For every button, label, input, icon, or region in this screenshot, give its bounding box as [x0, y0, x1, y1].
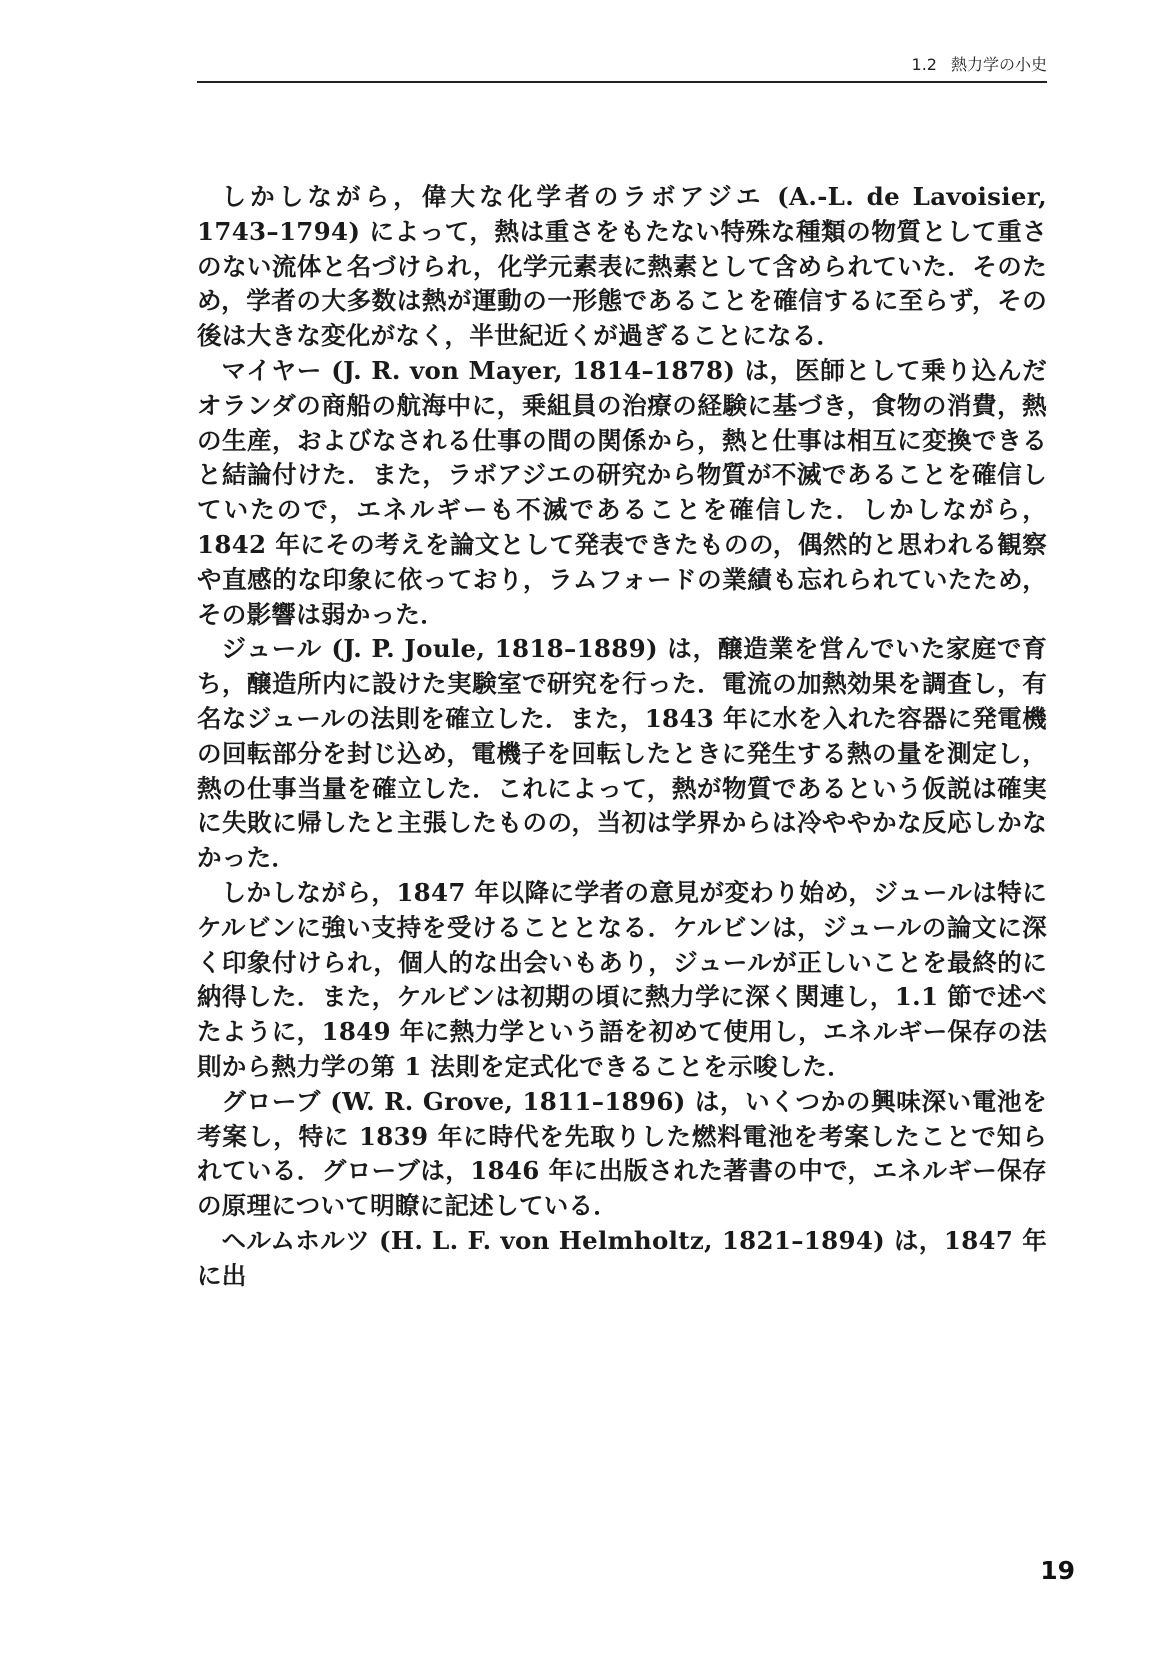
section-title: 熱力学の小史 [950, 55, 1047, 74]
running-header [197, 54, 1047, 83]
paragraph-lavoisier: しかしながら，偉大な化学者のラボアジエ (A.-L. de Lavoisier, 1743–1794) によって，熱は重さをもたない特殊な種類の物質として重さのない流体と名づけられ，化学元素表に熱素として含められていた．そのため，学者の大多数は熱が運動の一形態であることを確信するに至らず，その後は大きな変化がなく，半世紀近くが過ぎることになる． [197, 182, 1047, 351]
section-number: 1.2 [911, 55, 937, 74]
paragraph-kelvin: しかしながら，1847 年以降に学者の意見が変わり始め，ジュールは特にケルビンに強い支持を受けることとなる．ケルビンは，ジュールの論文に深く印象付けられ，個人的な出会いもあり，ジュールが正しいことを最終的に納得した．また，ケルビンは初期の頃に熱力学に深く関連し，1.1 節で述べたように，1849 年に熱力学という語を初めて使用し，エネルギー保存の法則から熱力学の第 1 法則を定式化できることを示唆した． [197, 877, 1047, 1081]
paragraph-helmholtz: ヘルムホルツ (H. L. F. von Helmholtz, 1821–1894) は，1847 年に出 [197, 1225, 1047, 1290]
body-text [197, 180, 1047, 1294]
page-number: 19 [1040, 1556, 1075, 1585]
paragraph-grove: グローブ (W. R. Grove, 1811–1896) は，いくつかの興味深い電池を考案し，特に 1839 年に時代を先取りした燃料電池を考案したことで知られている．グローブは，1846 年に出版された著書の中で，エネルギー保存の原理について明瞭に記述している． [197, 1086, 1047, 1221]
paragraph-joule: ジュール (J. P. Joule, 1818–1889) は，醸造業を営んでいた家庭で育ち，醸造所内に設けた実験室で研究を行った．電流の加熱効果を調査し，有名なジュールの法則を確立した．また，1843 年に水を入れた容器に発電機の回転部分を封じ込め，電機子を回転したときに発生する熱の量を測定し，熱の仕事当量を確立した．これによって，熱が物質であるという仮説は確実に失敗に帰したと主張したものの，当初は学界からは冷ややかな反応しかなかった． [197, 634, 1047, 873]
paragraph-mayer: マイヤー (J. R. von Mayer, 1814–1878) は，医師として乗り込んだオランダの商船の航海中に，乗組員の治療の経験に基づき，食物の消費，熱の生産，およびなされる仕事の間の関係から，熱と仕事は相互に変換できると結論付けた．また，ラボアジエの研究から物質が不滅であることを確信していたので，エネルギーも不滅であることを確信した．しかしながら，1842 年にその考えを論文として発表できたものの，偶然的と思われる観察や直感的な印象に依っており，ラムフォードの業績も忘れられていたため，その影響は弱かった． [197, 355, 1047, 629]
